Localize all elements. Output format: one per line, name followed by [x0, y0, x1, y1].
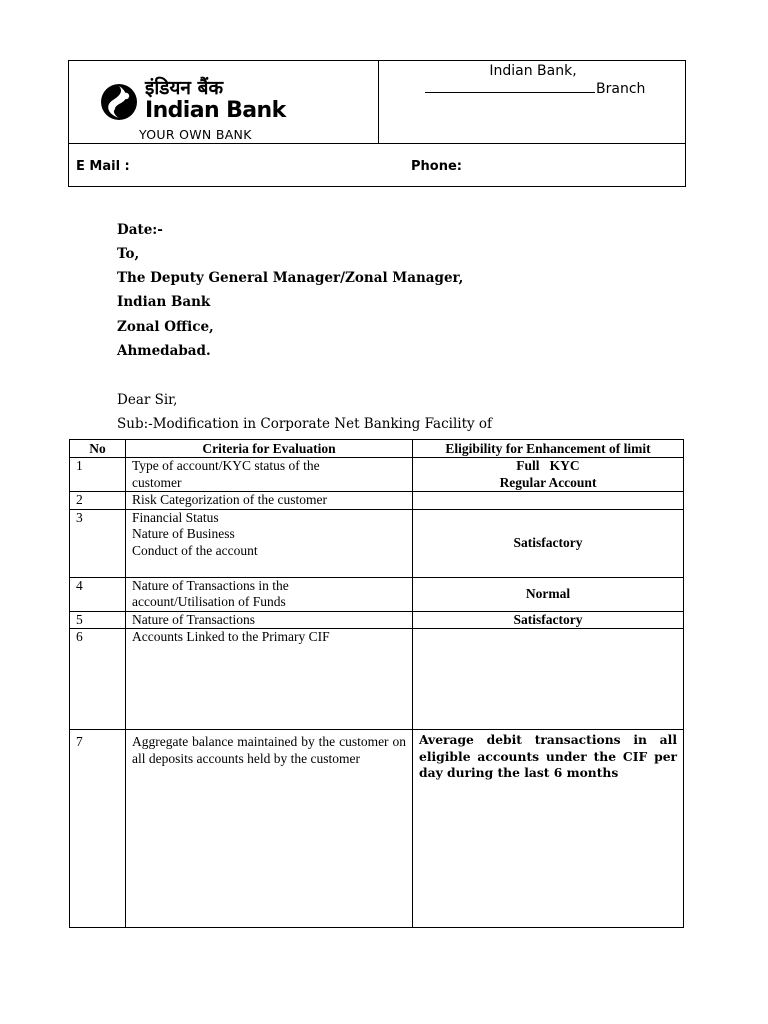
row-number: 3	[70, 509, 126, 577]
phone-label: Phone:	[411, 159, 462, 174]
eligibility-cell	[413, 458, 684, 492]
subject-line: Sub:-Modification in Corporate Net Banking Facility of	[117, 416, 493, 432]
addressee-office-line: Zonal Office,	[117, 319, 214, 335]
criteria-text: customer	[132, 474, 182, 490]
criteria-text: Financial Status	[132, 509, 219, 525]
salutation: Dear Sir,	[117, 392, 178, 408]
table-row	[70, 492, 684, 510]
row-number: 4	[70, 577, 126, 611]
branch-label: Branch	[596, 81, 646, 97]
letterhead-box	[68, 60, 686, 187]
eligibility-cell	[413, 509, 684, 577]
criteria-cell	[126, 577, 413, 611]
header-criteria: Criteria for Evaluation	[126, 440, 413, 458]
criteria-text: Nature of Transactions	[132, 611, 255, 627]
logo-hindi-text: इंडियन बैंक	[145, 77, 224, 99]
branch-blank	[425, 79, 595, 93]
criteria-text: Nature of Business	[132, 526, 235, 541]
header-no: No	[70, 440, 126, 458]
eligibility-cell	[413, 629, 684, 730]
row-number: 1	[70, 458, 126, 492]
criteria-text: Aggregate balance maintained by the customer on all deposits accounts held by the customer	[126, 730, 413, 928]
table-row	[70, 629, 684, 730]
bank-tagline: YOUR OWN BANK	[139, 127, 252, 142]
criteria-cell	[126, 458, 413, 492]
table-row	[70, 730, 684, 928]
row-number: 5	[70, 611, 126, 629]
criteria-text: Accounts Linked to the Primary CIF	[132, 629, 330, 644]
logo-english-text: Indian Bank	[145, 98, 286, 123]
table-row	[70, 577, 684, 611]
letterhead-rule	[69, 143, 685, 144]
criteria-cell	[126, 629, 413, 730]
criteria-text: Type of account/KYC status of the	[132, 458, 320, 473]
eligibility-text: Normal	[525, 585, 571, 601]
eligibility-text: Full KYC	[516, 458, 580, 473]
criteria-cell	[126, 509, 413, 577]
eligibility-cell	[413, 611, 684, 629]
eligibility-text: Satisfactory	[513, 611, 583, 627]
eligibility-text: Average debit transactions in all eligible accounts under the CIF per day during the last 6 months	[413, 730, 684, 928]
criteria-cell	[126, 611, 413, 629]
criteria-text: Nature of Transactions in the	[132, 577, 289, 593]
criteria-text: Risk Categorization of the customer	[132, 492, 327, 507]
addressee-city-line: Ahmedabad.	[117, 343, 211, 359]
indian-bank-logo	[99, 69, 299, 125]
eligibility-text: Regular Account	[499, 474, 597, 490]
table-header-row	[70, 440, 684, 458]
table-row	[70, 611, 684, 629]
indian-bank-emblem-icon	[101, 84, 137, 120]
row-number: 7	[70, 730, 126, 928]
criteria-text: account/Utilisation of Funds	[132, 594, 286, 609]
branch-line	[425, 79, 645, 97]
eligibility-cell	[413, 577, 684, 611]
addressee-bank-line: Indian Bank	[117, 294, 211, 310]
table-row	[70, 458, 684, 492]
criteria-table	[69, 439, 684, 928]
email-label: E Mail :	[76, 159, 130, 174]
bank-name: Indian Bank,	[489, 63, 577, 79]
header-eligibility: Eligibility for Enhancement of limit	[413, 440, 684, 458]
row-number: 2	[70, 492, 126, 510]
row-number: 6	[70, 629, 126, 730]
eligibility-text: Satisfactory	[513, 534, 583, 550]
criteria-text: Conduct of the account	[132, 542, 258, 558]
eligibility-cell	[413, 492, 684, 510]
addressee-line: The Deputy General Manager/Zonal Manager,	[117, 270, 464, 286]
date-line: Date:-	[117, 222, 163, 238]
table-row	[70, 509, 684, 577]
criteria-cell	[126, 492, 413, 510]
to-line: To,	[117, 246, 140, 262]
